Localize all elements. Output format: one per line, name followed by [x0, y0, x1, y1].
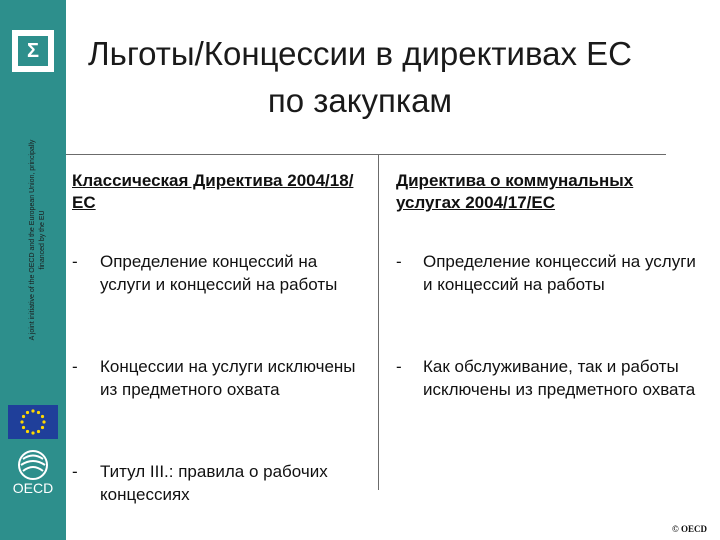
bullet-text: Определение концессий на услуги и концессий на работы	[423, 252, 696, 294]
sidebar	[0, 0, 66, 540]
copyright-label: © OECD	[672, 524, 707, 534]
bullet-dash: -	[396, 357, 402, 376]
bullet-text: Как обслуживание, так и работы исключены из предметного охвата	[423, 357, 696, 399]
oecd-logo-icon	[8, 448, 58, 498]
bullet-dash: -	[72, 252, 78, 271]
header-divider	[66, 154, 666, 155]
bullet-text: Определение концессий на услуги и концессий на работы	[100, 252, 338, 294]
oecd-logo-text: OECD	[12, 480, 54, 496]
sigma-logo	[12, 30, 54, 72]
bullet-dash: -	[72, 357, 78, 376]
bullet-text: Концессии на услуги исключены из предметного охвата	[100, 357, 356, 399]
column-divider	[378, 155, 379, 490]
sidebar-vertical-text: A joint initiative of the OECD and the European Union, principally financed by the EU	[29, 139, 46, 341]
sigma-icon: Σ	[18, 36, 48, 66]
bullet-dash: -	[396, 252, 402, 271]
bullet-dash: -	[72, 462, 78, 481]
column-heading-classic: Классическая Директива 2004/18/ЕС	[72, 171, 354, 212]
slide-title: Льготы/Концессии в директивах ЕС по закупкам	[88, 35, 632, 119]
bullet-text: Титул III.: правила о рабочих концессиях	[100, 462, 328, 504]
eu-flag-icon	[8, 405, 58, 439]
column-heading-utilities: Директива о коммунальных услугах 2004/17/ЕС	[396, 171, 634, 212]
